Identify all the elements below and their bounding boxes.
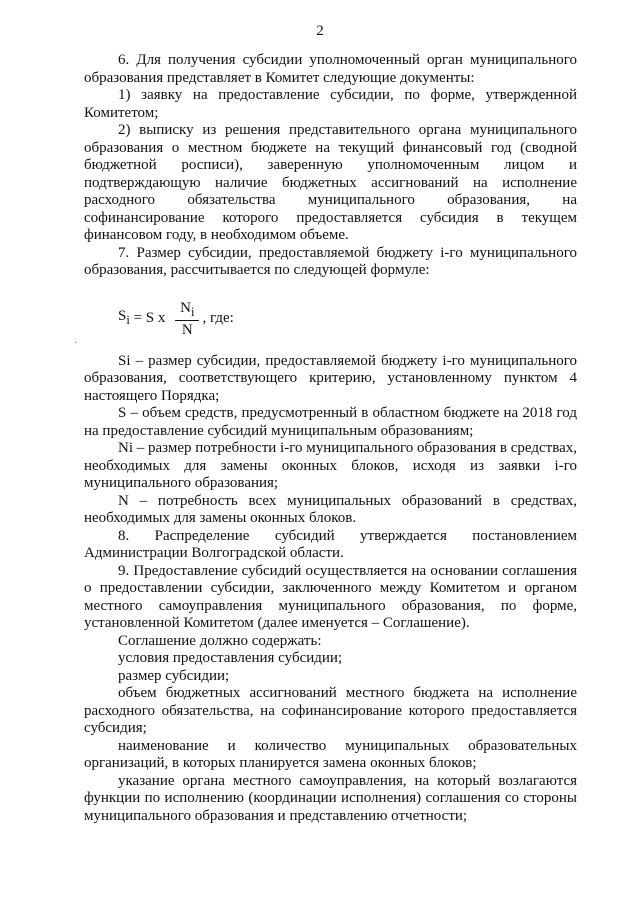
agreement-item-amount: размер субсидии; — [118, 667, 230, 684]
agreement-item-authority: указание органа местного самоуправления, на который возлагаются функции по исполнению (координации исполнения) соглашения со стороны муниципального образования и представлению отчетности; — [84, 772, 577, 824]
definition-s: S – объем средств, предусмотренный в областном бюджете на 2018 год на предоставление субсидий муниципальным образованиям; — [84, 405, 577, 439]
paragraph-6: 6. Для получения субсидии уполномоченный орган муниципального образования представляет в Комитет следующие документы: — [84, 52, 577, 86]
agreement-item-organizations: наименование и количество муниципальных образовательных организаций, в которых планируется замена оконных блоков; — [84, 737, 577, 771]
agreement-contents-heading: Соглашение должно содержать: — [118, 632, 322, 649]
subsidy-formula — [84, 301, 577, 337]
formula-fraction — [175, 300, 199, 338]
formula-tail: , где: — [202, 309, 234, 326]
paragraph-6-item-2: 2) выписку из решения представительного органа муниципального образования о местном бюджете на текущий финансовый год (сводной бюджетной росписи), заверенную уполномоченным лицом и подтверждающую наличие бюджетных ассигнований на исполнение расходного обязательства муниципального образования, на софинансирование которого предоставляется субсидия в текущем финансовом году, в необходимом объеме. — [84, 122, 577, 243]
definition-si: Si – размер субсидии, предоставляемой бюджету i-го муниципального образования, соответствующего критерию, установленному пунктом 4 настоящего Порядка; — [84, 352, 577, 404]
agreement-item-conditions: условия предоставления субсидии; — [118, 650, 343, 666]
formula-mid: = S x — [129, 309, 170, 326]
agreement-item-budget: объем бюджетных ассигнований местного бюджета на исполнение расходного обязательства, на софинансирование которого предоставляется субсидия; — [84, 685, 577, 736]
paragraph-7: 7. Размер субсидии, предоставляемой бюджету i-го муниципального образования, рассчитывается по следующей формуле: — [84, 244, 577, 278]
document-body — [84, 52, 577, 825]
fraction-numerator: $N_i$ — [175, 300, 199, 321]
paragraph-6-item-1: 1) заявку на предоставление субсидии, по форме, утвержденной Комитетом; — [84, 87, 577, 121]
margin-mark: · — [74, 338, 78, 349]
paragraph-8: 8. Распределение субсидий утверждается постановлением Администрации Волгоградской области. — [84, 527, 577, 561]
definition-n: N – потребность всех муниципальных образований в средствах, необходимых для замены оконных блоков. — [84, 492, 577, 526]
definition-ni: Ni – размер потребности i-го муниципального образования в средствах, необходимых для замены оконных блоков, исходя из заявки i-го муниципального образования; — [84, 440, 577, 491]
fraction-denominator: N — [181, 321, 193, 338]
formula-lhs: $S_i$ — [118, 307, 130, 327]
paragraph-9: 9. Предоставление субсидий осуществляется на основании соглашения о предоставлении субсидии, заключенного между Комитетом и органом местного самоуправления муниципального образования, по форме, установленной Комитетом (далее именуется – Соглашение). — [84, 562, 577, 631]
page-number: 2 — [316, 23, 324, 39]
